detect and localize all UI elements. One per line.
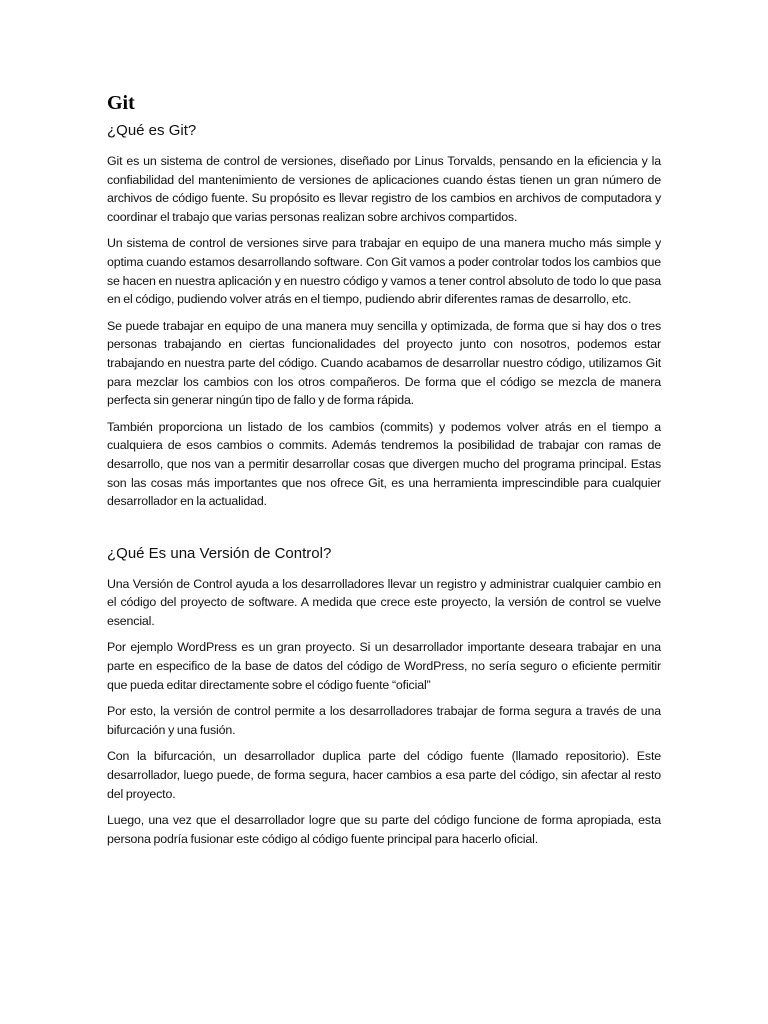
paragraph: Por ejemplo WordPress es un gran proyecto. Si un desarrollador importante deseara trabajar en una parte en especifico de la base de datos del código de WordPress, no sería seguro o eficiente permitir que pueda editar directamente sobre el código fuente “oficial”: [107, 640, 661, 692]
paragraph: Con la bifurcación, un desarrollador duplica parte del código fuente (llamado repositorio). Este desarrollador, luego puede, de forma segura, hacer cambios a esa parte del código, sin afectar al resto del proyecto.: [107, 749, 661, 801]
document-body: [107, 90, 661, 856]
document-title: Git: [107, 92, 135, 114]
paragraph: Una Versión de Control ayuda a los desarrolladores llevar un registro y administrar cualquier cambio en el código del proyecto de software. A medida que crece este proyecto, la versión de control se vuelve esencial.: [107, 576, 661, 628]
paragraph: Se puede trabajar en equipo de una manera muy sencilla y optimizada, de forma que si hay dos o tres personas trabajando en ciertas funcionalidades del proyecto junto con nosotros, podemos estar trabajando en nuestra parte del código. Cuando acabamos de desarrollar nuestro código, utilizamos Git para mezclar los cambios con los otros compañeros. De forma que el código se mezcla de manera perfecta sin generar ningún tipo de fallo y de forma rápida.: [107, 318, 661, 408]
section-heading-version-de-control: ¿Qué Es una Versión de Control?: [107, 544, 332, 562]
paragraph: Por esto, la versión de control permite a los desarrolladores trabajar de forma segura a través de una bifurcación y una fusión.: [107, 704, 661, 737]
section-heading-que-es-git: ¿Qué es Git?: [107, 122, 197, 139]
paragraph: Git es un sistema de control de versiones, diseñado por Linus Torvalds, pensando en la eficiencia y la confiabilidad del mantenimiento de versiones de aplicaciones cuando éstas tienen un gran número de archivos de código fuente. Su propósito es llevar registro de los cambios en archivos de computadora y coordinar el trabajo que varias personas realizan sobre archivos compartidos.: [107, 154, 661, 224]
paragraph: Luego, una vez que el desarrollador logre que su parte del código funcione de forma apropiada, esta persona podría fusionar este código al código fuente principal para hacerlo oficial.: [107, 813, 661, 846]
paragraph: También proporciona un listado de los cambios (commits) y podemos volver atrás en el tiempo a cualquiera de esos cambios o commits. Además tendremos la posibilidad de trabajar con ramas de desarrollo, que nos van a permitir desarrollar cosas que divergen mucho del programa principal. Estas son las cosas más importantes que nos ofrece Git, es una herramienta imprescindible para cualquier desarrollador en la actualidad.: [107, 419, 661, 509]
paragraph: Un sistema de control de versiones sirve para trabajar en equipo de una manera mucho más simple y optima cuando estamos desarrollando software. Con Git vamos a poder controlar todos los cambios que se hacen en nuestra aplicación y en nuestro código y vamos a tener control absoluto de todo lo que pasa en el código, pudiendo volver atrás en el tiempo, pudiendo abrir diferentes ramas de desarrollo, etc.: [107, 236, 661, 307]
